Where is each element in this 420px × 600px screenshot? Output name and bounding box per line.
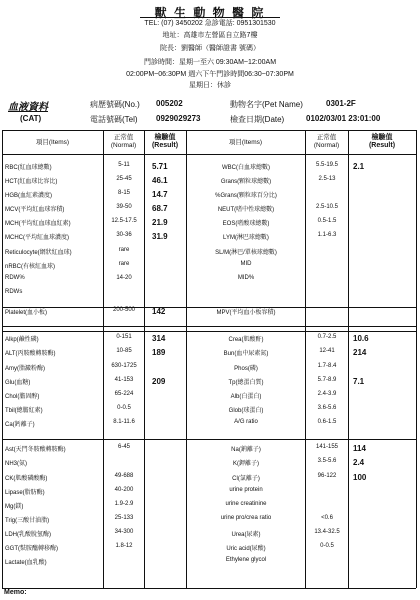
test-result: 5.71 xyxy=(152,162,168,171)
section-title: 血液資料 xyxy=(8,102,48,113)
normal-range: 12.5-17.5 xyxy=(111,218,137,224)
normal-range: 96-122 xyxy=(317,473,337,479)
test-item: A/G ratio xyxy=(234,419,258,425)
normal-range: 0.6-1.5 xyxy=(317,419,337,425)
test-item: urine pro/crea ratio xyxy=(220,515,272,521)
hospital-address: 地址：高雄市左營區自立路7樓 xyxy=(162,32,258,39)
hospital-director: 院長：劉醫師（醫師證書 號碼） xyxy=(160,45,260,52)
col-header-normal: 正常值 (Normal) xyxy=(110,134,137,149)
normal-range: 39-50 xyxy=(116,204,132,210)
normal-range: 40-200 xyxy=(114,487,134,493)
normal-range: 0.7-2.5 xyxy=(317,334,337,340)
test-item: Platelet(血小板) xyxy=(5,310,48,316)
col-header-item: 項目(Items) xyxy=(228,139,263,146)
normal-range: 10-85 xyxy=(116,348,132,354)
normal-range: 1.7-8.4 xyxy=(317,363,337,369)
test-item: MCHC(平均紅血球濃度) xyxy=(5,235,69,241)
test-item: Ca(鈣離子) xyxy=(5,422,35,428)
test-result: 31.9 xyxy=(152,232,168,241)
test-item: Grans(顆粒球總數) xyxy=(220,179,272,185)
normal-range: 141-155 xyxy=(315,444,339,450)
normal-range: 0-151 xyxy=(116,334,132,340)
test-item: Urea(尿素) xyxy=(231,532,261,538)
test-item: MCV(平均紅血球容積) xyxy=(5,207,65,213)
test-item: Ast(天門冬胺酸轉胺酶) xyxy=(5,447,66,453)
test-item: Reticulocyte(網狀紅血球) xyxy=(5,250,72,256)
test-item: Cl(氯離子) xyxy=(232,476,260,482)
normal-range: 6-45 xyxy=(117,444,130,450)
test-result: 2.1 xyxy=(353,162,365,171)
test-result: 114 xyxy=(353,444,366,453)
hospital-name: 獸 生 動 物 醫 院 xyxy=(154,6,266,20)
test-item: Glu(血糖) xyxy=(5,380,31,386)
test-item: K(鉀離子) xyxy=(233,461,259,467)
normal-range: 0-0.5 xyxy=(117,405,131,411)
test-item: Na(鈉離子) xyxy=(231,447,261,453)
pet-name-value: 0301-2F xyxy=(326,99,356,108)
test-item: NEUT(嗜中性球總數) xyxy=(217,207,275,213)
table-bottom-border xyxy=(2,588,416,589)
normal-range: rare xyxy=(118,247,130,253)
normal-range: 41-153 xyxy=(114,377,134,383)
clinic-hours-1: 門診時間：星期一至六 09:30AM~12:00AM xyxy=(143,59,277,66)
test-item: Alkp(鹼性磷) xyxy=(5,337,39,343)
test-result: 214 xyxy=(353,348,367,357)
test-result: 14.7 xyxy=(152,190,168,199)
test-item: ALT(丙胺酸轉胺酶) xyxy=(5,351,56,357)
test-item: SL/M(淋巴/單核球總數) xyxy=(215,250,277,256)
test-item: EOS(嗜酸球總數) xyxy=(222,221,270,227)
test-item: urine creatinine xyxy=(225,501,267,507)
test-item: Lipase(脂肪酶) xyxy=(5,490,45,496)
normal-range: 1.9-2.9 xyxy=(114,501,134,507)
col-header-normal: 正常值 (Normal) xyxy=(313,134,340,149)
normal-range: 34-300 xyxy=(114,529,134,535)
normal-range: 2.5-10.5 xyxy=(315,204,339,210)
table-left-border xyxy=(2,130,3,588)
test-item: Mg(鎂) xyxy=(5,504,24,510)
test-item: RDW% xyxy=(5,275,25,281)
test-item: Crea(肌酸酐) xyxy=(228,337,264,343)
col-divider xyxy=(144,130,145,588)
record-no-label: 病歷號碼(No.) xyxy=(90,100,140,109)
normal-range: 5.7-8.9 xyxy=(317,377,337,383)
date-value: 0102/03/01 23:01:00 xyxy=(306,114,381,123)
test-result: 2.4 xyxy=(353,458,365,467)
test-item: Lactate(血乳酸) xyxy=(5,560,47,566)
normal-range: 0.5-1.5 xyxy=(317,218,337,224)
test-result: 142 xyxy=(152,307,166,316)
pet-name-label: 動物名字(Pet Name) xyxy=(230,100,303,109)
normal-range: 0-0.5 xyxy=(320,543,334,549)
clinic-closed: 星期日：休診 xyxy=(189,82,231,89)
test-item: HGB(血紅素濃度) xyxy=(5,193,52,199)
section-divider xyxy=(2,331,416,332)
col-header-result: 檢驗值 (Result) xyxy=(368,134,396,149)
memo-label: Memo: xyxy=(4,589,27,596)
normal-range: 5.5-19.5 xyxy=(315,162,339,168)
test-item: GGT(麩胺醯轉移酶) xyxy=(5,546,58,552)
record-no-value: 005202 xyxy=(156,99,183,108)
col-divider xyxy=(348,130,349,588)
col-header-item: 項目(Items) xyxy=(35,139,70,146)
species: (CAT) xyxy=(20,114,42,123)
normal-range: 12-41 xyxy=(319,348,335,354)
test-item: WBC(白血球總數) xyxy=(222,165,270,171)
normal-range: 1.8-12 xyxy=(115,543,133,549)
normal-range: 14-20 xyxy=(116,275,132,281)
test-item: MPV(平均血小板容積) xyxy=(216,310,276,316)
test-result: 209 xyxy=(152,377,166,386)
normal-range: 5-11 xyxy=(118,162,130,168)
test-item: %Grans(顆粒球百分比) xyxy=(215,193,277,199)
test-item: Chol(膽固醇) xyxy=(5,394,40,400)
test-result: 10.6 xyxy=(353,334,369,343)
test-item: NH3(氨) xyxy=(5,461,27,467)
test-item: MID xyxy=(240,261,252,267)
test-item: CK(肌酸磷酸酶) xyxy=(5,476,48,482)
normal-range: rare xyxy=(118,261,130,267)
test-item: MCH(平均紅血球血紅素) xyxy=(5,221,71,227)
test-item: Trig(三酸甘油脂) xyxy=(5,518,50,524)
table-top-border xyxy=(2,130,416,131)
test-item: Glob(球蛋白) xyxy=(228,408,264,414)
test-item: Ethylene glycol xyxy=(225,557,267,563)
normal-range: 1.1-6.3 xyxy=(317,232,337,238)
normal-range: 65-224 xyxy=(114,391,134,397)
normal-range: 25-133 xyxy=(114,515,134,521)
section-divider xyxy=(2,439,416,440)
test-result: 7.1 xyxy=(353,377,365,386)
test-item: Bun(血中尿素氮) xyxy=(223,351,269,357)
test-item: Amy(脂澱粉酶) xyxy=(5,366,45,372)
normal-range: 8.1-11.6 xyxy=(113,419,135,425)
normal-range: <0.6 xyxy=(321,515,333,521)
tel-label: 電話號碼(Tel) xyxy=(90,115,138,124)
test-result: 100 xyxy=(353,473,367,482)
test-item: LDH(乳酸脫氫酶) xyxy=(5,532,51,538)
test-item: HCT(紅血球比容比) xyxy=(5,179,58,185)
normal-range: 3.5-5.6 xyxy=(317,458,337,464)
test-item: Phos(磷) xyxy=(234,366,258,372)
normal-range: 13.4-32.5 xyxy=(314,529,340,535)
normal-range: 2.5-13 xyxy=(318,176,336,182)
hospital-tel: TEL: (07) 3450202 急診電話: 0951301530 xyxy=(144,20,276,27)
tel-value: 0929029273 xyxy=(156,114,201,123)
header-divider xyxy=(2,154,416,155)
normal-range: 49-688 xyxy=(114,473,134,479)
test-result: 314 xyxy=(152,334,166,343)
test-item: nRBC(有核紅血球) xyxy=(5,264,56,270)
test-result: 189 xyxy=(152,348,166,357)
test-item: Alb(白蛋白) xyxy=(230,394,262,400)
date-label: 檢查日期(Date) xyxy=(230,115,285,124)
test-item: Tbil(總膽紅素) xyxy=(5,408,43,414)
col-header-result: 檢驗值 (Result) xyxy=(151,134,179,149)
normal-range: 8-15 xyxy=(117,190,130,196)
clinic-hours-2: 02:00PM~06:30PM 週六下午門診時間06:30~07:30PM xyxy=(126,71,294,78)
test-item: RDWs xyxy=(5,289,23,295)
test-item: RBC(紅血球總數) xyxy=(5,165,52,171)
test-result: 21.9 xyxy=(152,218,168,227)
normal-range: 2.4-3.9 xyxy=(317,391,337,397)
test-item: Uric acid(尿酸) xyxy=(226,546,266,552)
test-result: 68.7 xyxy=(152,204,168,213)
test-result: 46.1 xyxy=(152,176,168,185)
normal-range: 30-36 xyxy=(116,232,132,238)
test-item: Tp(總蛋白質) xyxy=(228,380,264,386)
test-item: urine protein xyxy=(229,487,263,493)
test-item: LYM(淋巴球總數) xyxy=(223,235,269,241)
normal-range: 25-45 xyxy=(116,176,132,182)
normal-range: 630-1725 xyxy=(111,363,137,369)
col-divider xyxy=(186,130,187,588)
table-right-border xyxy=(416,130,417,588)
test-item: MID% xyxy=(237,275,255,281)
normal-range: 200-500 xyxy=(112,307,136,313)
section-divider xyxy=(2,326,416,327)
normal-range: 3.6-5.6 xyxy=(317,405,337,411)
